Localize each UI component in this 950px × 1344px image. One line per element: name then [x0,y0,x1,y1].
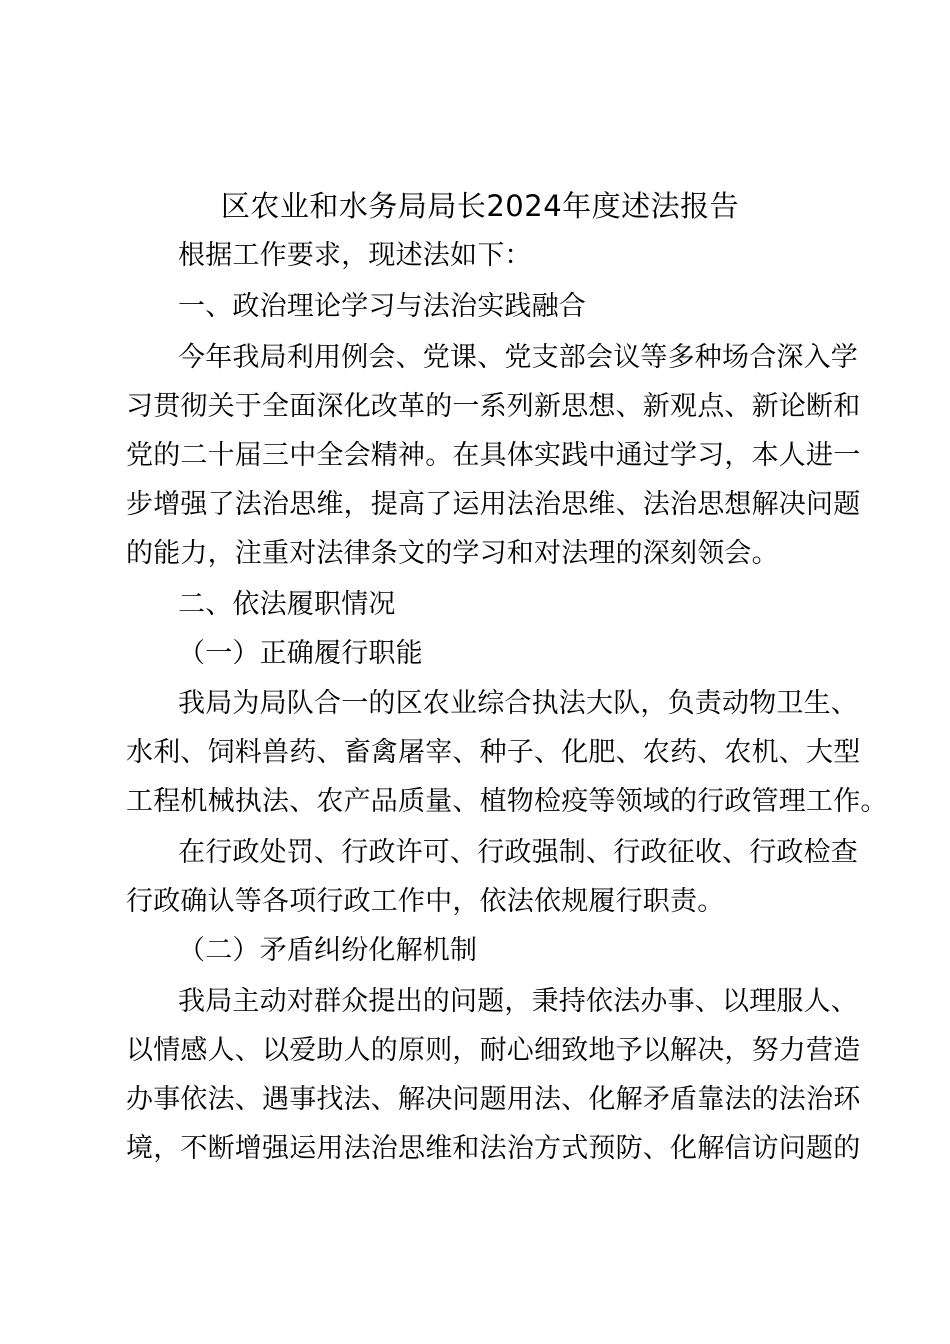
paragraph-line: 行政确认等各项行政工作中，依法依规履行职责。 [126,886,725,917]
paragraph-line: 在行政处罚、行政许可、行政强制、行政征收、行政检查 [178,837,858,868]
paragraph-line: 境，不断增强运用法治思维和法治方式预防、化解信访问题的 [126,1133,861,1164]
intro-line: 根据工作要求，现述法如下： [178,240,532,271]
paragraph-line: 习贯彻关于全面深化改革的一系列新思想、新观点、新论断和 [126,391,861,422]
section-heading-1: 一、政治理论学习与法治实践融合 [178,291,586,322]
paragraph-line: 今年我局利用例会、党课、党支部会议等多种场合深入学 [178,342,858,373]
paragraph-line: 水利、饲料兽药、畜禽屠宰、种子、化肥、农药、农机、大型 [126,737,861,768]
section-heading-2: 二、依法履职情况 [178,589,396,620]
paragraph-line: 办事依法、遇事找法、解决问题用法、化解矛盾靠法的法治环 [126,1084,861,1115]
sub-heading-1: （一）正确履行职能 [178,638,423,669]
document-title: 区农业和水务局局长2024年度述法报告 [220,189,740,223]
paragraph-line: 党的二十届三中全会精神。在具体实践中通过学习，本人进一 [126,440,861,471]
paragraph-line: 我局主动对群众提出的问题，秉持依法办事、以理服人、 [178,986,858,1017]
sub-heading-2: （二）矛盾纠纷化解机制 [178,935,478,966]
paragraph-line: 我局为局队合一的区农业综合执法大队，负责动物卫生、 [178,688,858,719]
paragraph-line: 以情感人、以爱助人的原则，耐心细致地予以解决，努力营造 [126,1035,861,1066]
paragraph-line: 步增强了法治思维，提高了运用法治思维、法治思想解决问题 [126,489,861,520]
paragraph-line: 的能力，注重对法律条文的学习和对法理的深刻领会。 [126,538,779,569]
paragraph-line: 工程机械执法、农产品质量、植物检疫等领域的行政管理工作。 [126,786,888,817]
